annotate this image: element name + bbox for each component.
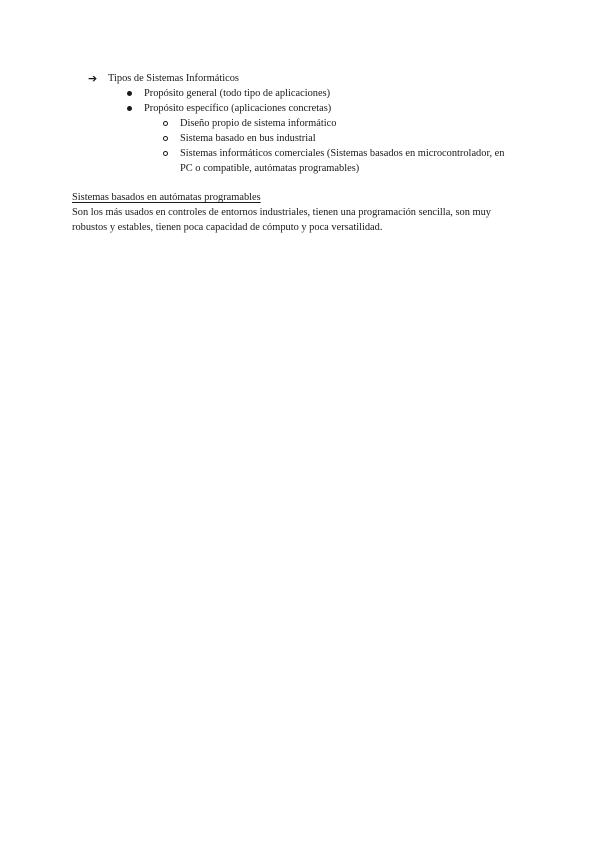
outline-level3-item: Sistema basado en bus industrial	[180, 133, 316, 144]
outline-level1-item: Tipos de Sistemas Informáticos	[108, 73, 239, 84]
section-body-line: robustos y estables, tienen poca capacidad de cómputo y poca versatilidad.	[72, 222, 383, 233]
outline-level3-item-continuation: PC o compatible, autómatas programables)	[180, 163, 360, 174]
outline-level3-item: Sistemas informáticos comerciales (Sistemas basados en microcontrolador, en	[180, 148, 505, 159]
hollow-circle-bullet-icon	[163, 136, 168, 141]
outline-level2-item: Propósito específico (aplicaciones concretas)	[144, 103, 332, 114]
filled-bullet-icon	[127, 91, 132, 96]
hollow-circle-bullet-icon	[163, 121, 168, 126]
outline-level2-item: Propósito general (todo tipo de aplicaciones)	[144, 88, 331, 99]
hollow-circle-bullet-icon	[163, 151, 168, 156]
outline-level3-item: Diseño propio de sistema informático	[180, 118, 337, 129]
section-body-line: Son los más usados en controles de entornos industriales, tienen una programación sencilla, son muy	[72, 207, 492, 218]
section-heading: Sistemas basados en autómatas programables	[72, 192, 261, 203]
arrow-right-icon: ➔	[88, 72, 98, 85]
filled-bullet-icon	[127, 106, 132, 111]
